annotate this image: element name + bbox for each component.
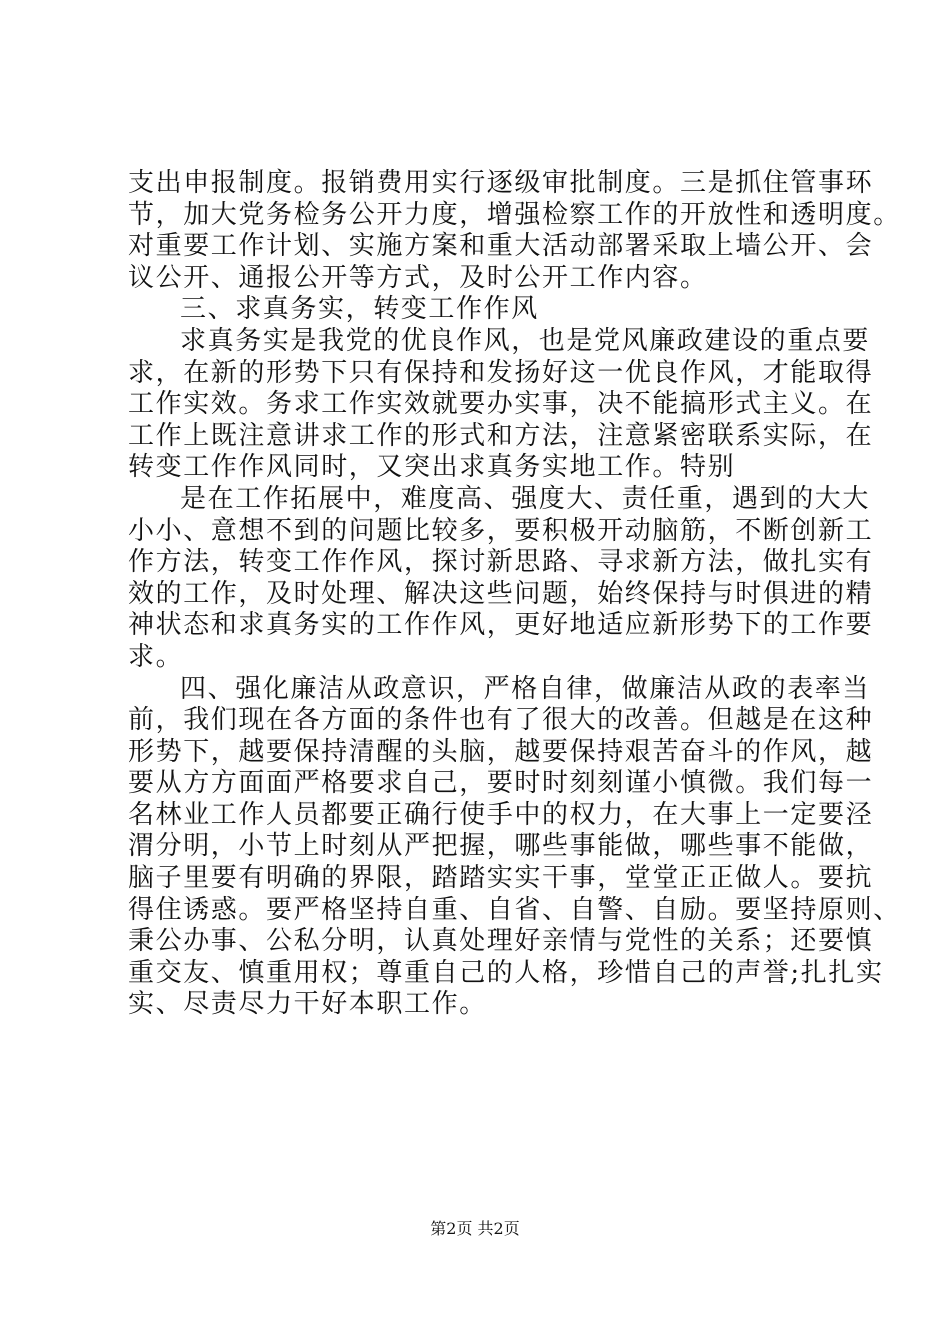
text-line: 实、尽责尽力干好本职工作。 (128, 989, 487, 1020)
text-line: 秉公办事、公私分明，认真处理好亲情与党性的关系；还要慎 (128, 926, 874, 957)
page-footer: 第2页 共2页 (430, 1219, 520, 1238)
text-line: 渭分明，小节上时刻从严把握，哪些事能做，哪些事不能做， (128, 831, 874, 862)
text-line: 要从方方面面严格要求自己，要时时刻刻谨小慎微。我们每一 (128, 768, 874, 799)
text-line: 作方法，转变工作作风，探讨新思路、寻求新方法，做扎实有 (128, 547, 874, 578)
paragraph-first-line: 是在工作拓展中，难度高、强度大、责任重，遇到的大大 (180, 483, 871, 514)
text-line: 得住诱惑。要严格坚持自重、自省、自警、自励。要坚持原则、 (128, 894, 901, 925)
text-line: 小小、意想不到的问题比较多，要积极开动脑筋，不断创新工 (128, 515, 874, 546)
document-body (128, 168, 901, 1021)
section-heading-4: 四、强化廉洁从政意识，严格自律，做廉洁从政的表率当 (180, 673, 871, 704)
section-heading-3: 三、求真务实，转变工作作风 (180, 294, 539, 325)
text-line: 重交友、慎重用权；尊重自己的人格，珍惜自己的声誉;扎扎实 (128, 957, 884, 988)
text-line: 转变工作作风同时，又突出求真务实地工作。特别 (128, 452, 736, 483)
text-line: 求，在新的形势下只有保持和发扬好这一优良作风，才能取得 (128, 357, 874, 388)
text-line: 形势下，越要保持清醒的头脑，越要保持艰苦奋斗的作风，越 (128, 736, 874, 767)
text-line: 工作上既注意讲求工作的形式和方法，注意紧密联系实际，在 (128, 420, 874, 451)
text-line: 神状态和求真务实的工作作风，更好地适应新形势下的工作要 (128, 610, 874, 641)
text-line: 名林业工作人员都要正确行使手中的权力，在大事上一定要泾 (128, 799, 874, 830)
text-line: 对重要工作计划、实施方案和重大活动部署采取上墙公开、会 (128, 231, 874, 262)
text-line: 效的工作，及时处理、解决这些问题，始终保持与时俱进的精 (128, 578, 874, 609)
text-line: 求。 (128, 641, 184, 672)
text-line: 前，我们现在各方面的条件也有了很大的改善。但越是在这种 (128, 705, 874, 736)
paragraph-first-line: 求真务实是我党的优良作风，也是党风廉政建设的重点要 (180, 325, 871, 356)
text-line: 节，加大党务检务公开力度，增强检察工作的开放性和透明度。 (128, 199, 901, 230)
text-line: 脑子里要有明确的界限，踏踏实实干事，堂堂正正做人。要抗 (128, 863, 874, 894)
text-line: 工作实效。务求工作实效就要办实事，决不能搞形式主义。在 (128, 389, 874, 420)
text-line: 支出申报制度。报销费用实行逐级审批制度。三是抓住管事环 (128, 168, 874, 198)
text-line: 议公开、通报公开等方式，及时公开工作内容。 (128, 262, 708, 293)
